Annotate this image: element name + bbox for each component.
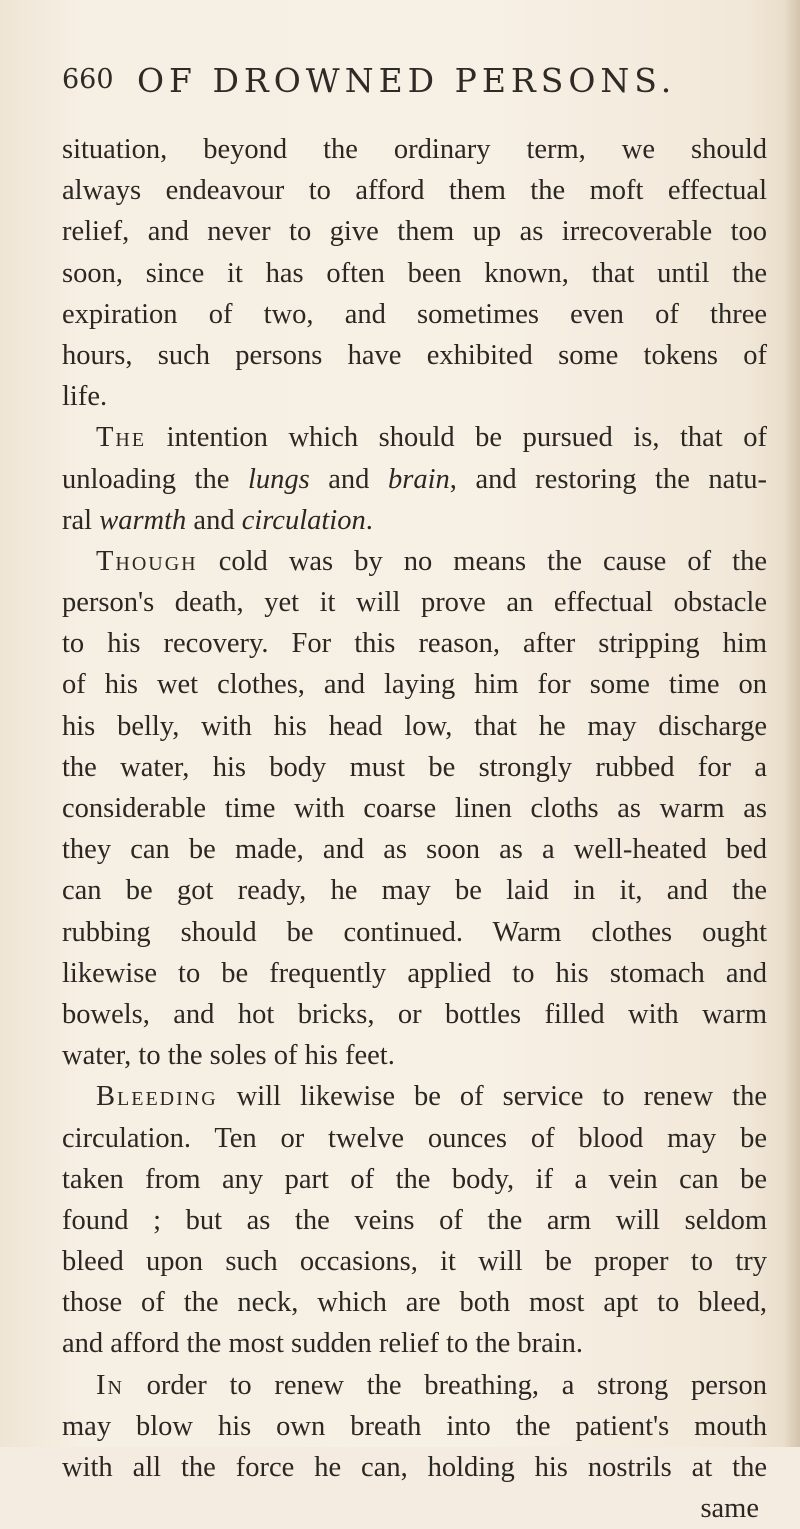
text-line: may blow his own breath into the patient's mouth xyxy=(62,1410,767,1442)
text-line: bleed upon such occasions, it will be proper to try xyxy=(62,1246,767,1278)
emphasis: circulation xyxy=(241,504,366,536)
text-line: In order to renew the breathing, a strong person xyxy=(96,1369,767,1401)
emphasis: lungs xyxy=(247,463,310,495)
paragraph-lead: In xyxy=(96,1369,124,1401)
page-number: 660 xyxy=(62,64,114,95)
text-line: soon, since it has often been known, that until the xyxy=(62,257,767,289)
text-line: situation, beyond the ordinary term, we should xyxy=(62,134,767,165)
text-line: found ; but as the veins of the arm will seldom xyxy=(62,1204,767,1236)
text-line: always endeavour to afford them the moft effectual xyxy=(62,175,767,207)
text-line: they can be made, and as soon as a well-heated bed xyxy=(62,834,767,866)
running-head: OF DROWNED PERSONS. xyxy=(137,61,677,100)
text-line: taken from any part of the body, if a vein can be xyxy=(62,1163,767,1195)
text-line: those of the neck, which are both most apt to bleed, xyxy=(62,1287,767,1319)
text-line: person's death, yet it will prove an effectual obstacle xyxy=(62,587,767,619)
text-line: water, to the soles of his feet. xyxy=(62,1040,395,1072)
text-line: considerable time with coarse linen cloths as warm as xyxy=(62,793,767,824)
text-line: and afford the most sudden relief to the brain. xyxy=(62,1328,584,1360)
text-line: rubbing should be continued. Warm clothes ought xyxy=(62,916,767,948)
page-header xyxy=(62,54,762,114)
text-line: Though cold was by no means the cause of the xyxy=(96,545,767,577)
text-line: circulation. Ten or twelve ounces of blood may be xyxy=(62,1122,767,1154)
text-line: ral warmth and circulation. xyxy=(62,504,373,536)
text-line: the water, his body must be strongly rubbed for a xyxy=(62,751,767,783)
page-edge-shadow xyxy=(784,0,800,1447)
text-line: likewise to be frequently applied to his stomach and xyxy=(62,957,767,989)
text-line: with all the force he can, holding his nostrils at the xyxy=(62,1452,767,1483)
text-line: unloading the lungs and brain, and restoring the natu- xyxy=(62,463,767,495)
text-line: Bleeding will likewise be of service to renew the xyxy=(96,1081,767,1113)
text-line: expiration of two, and sometimes even of three xyxy=(62,298,767,330)
paragraph-lead: Bleeding xyxy=(96,1081,218,1113)
text-line: relief, and never to give them up as irrecoverable too xyxy=(62,216,767,248)
text-line: life. xyxy=(62,381,108,413)
text-line: of his wet clothes, and laying him for some time on xyxy=(62,669,767,701)
catchword: same xyxy=(700,1493,759,1525)
text-line: hours, such persons have exhibited some tokens of xyxy=(62,339,767,371)
text-line: bowels, and hot bricks, or bottles filled with warm xyxy=(62,998,767,1030)
text-line: The intention which should be pursued is, that of xyxy=(96,422,767,454)
text-line: can be got ready, he may be laid in it, and the xyxy=(62,875,767,907)
text-line: his belly, with his head low, that he may discharge xyxy=(62,710,767,742)
emphasis: warmth xyxy=(99,504,187,536)
paragraph-lead: The xyxy=(96,422,147,454)
paragraph-lead: Though xyxy=(96,545,198,577)
text-line: to his recovery. For this reason, after stripping him xyxy=(62,628,767,660)
body-text xyxy=(62,129,767,1529)
emphasis: brain xyxy=(388,463,450,495)
